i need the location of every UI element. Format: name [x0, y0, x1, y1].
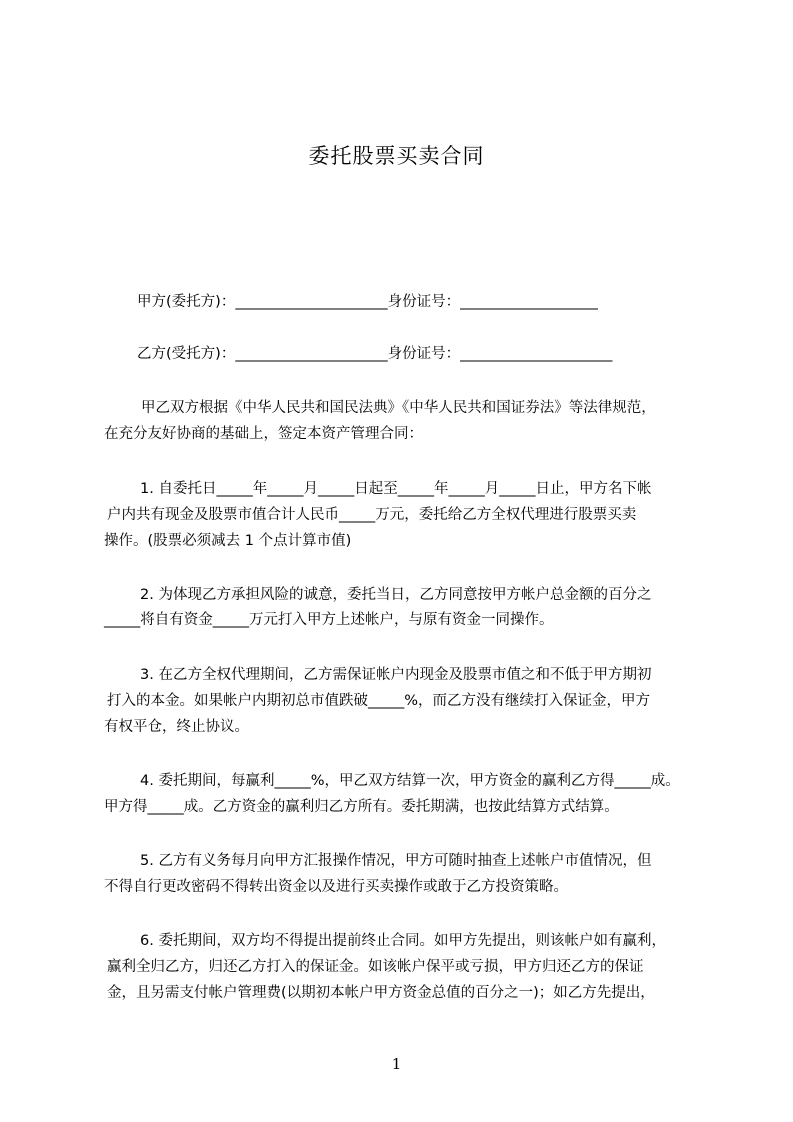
clause1-line-2: 户内共有现金及股票市值合计人民币_____万元，委托给乙方全权代理进行股票买卖	[107, 507, 637, 523]
intro-line-2: 在充分友好协商的基础上，签定本资产管理合同：	[104, 426, 423, 442]
clause6-line-1: 6. 委托期间，双方均不得提出提前终止合同。如甲方先提出，则该帐户如有赢利，	[140, 933, 666, 949]
page-number: 1	[391, 1055, 402, 1073]
intro-line-1: 甲乙双方根据《中华人民共和国民法典》《中华人民共和国证券法》等法律规范，	[141, 400, 656, 416]
clause5-line-1: 5. 乙方有义务每月向甲方汇报操作情况，甲方可随时抽查上述帐户市值情况，但	[140, 853, 652, 869]
party-b-line: 乙方(受托方)：_____________________身份证号：_____________________	[137, 346, 613, 362]
clause1-line-1: 1. 自委托日_____年_____月_____日起至_____年_____月_____日止，甲方名下帐	[140, 481, 652, 497]
clause4-line-1: 4. 委托期间，每赢利_____%，甲乙双方结算一次，甲方资金的赢利乙方得_____成。	[140, 773, 680, 789]
clause2-line-2: _____将自有资金_____万元打入甲方上述帐户，与原有资金一同操作。	[104, 612, 554, 628]
clause2-line-1: 2. 为体现乙方承担风险的诚意，委托当日，乙方同意按甲方帐户总金额的百分之	[140, 587, 652, 603]
clause6-line-3: 金，且另需支付帐户管理费(以期初本帐户甲方资金总值的百分之一)；如乙方先提出，	[107, 985, 655, 1001]
party-a-line: 甲方(委托方)：_____________________身份证号：___________________	[137, 294, 598, 310]
clause6-line-2: 赢利全归乙方，归还乙方打入的保证金。如该帐户保平或亏损，甲方归还乙方的保证	[107, 959, 644, 975]
document-title: 委托股票买卖合同	[308, 144, 485, 168]
clause4-line-2: 甲方得_____成。乙方资金的赢利归乙方所有。委托期满，也按此结算方式结算。	[104, 799, 619, 815]
clause5-line-2: 不得自行更改密码不得转出资金以及进行买卖操作或敢于乙方投资策略。	[104, 879, 568, 895]
clause1-line-3: 操作。(股票必须减去 1 个点计算市值)	[104, 533, 352, 549]
clause3-line-3: 有权平仓，终止协议。	[104, 719, 249, 735]
clause3-line-2: 打入的本金。如果帐户内期初总市值跌破_____%，而乙方没有继续打入保证金，甲方	[107, 693, 651, 709]
clause3-line-1: 3. 在乙方全权代理期间，乙方需保证帐户内现金及股票市值之和不低于甲方期初	[140, 667, 652, 683]
